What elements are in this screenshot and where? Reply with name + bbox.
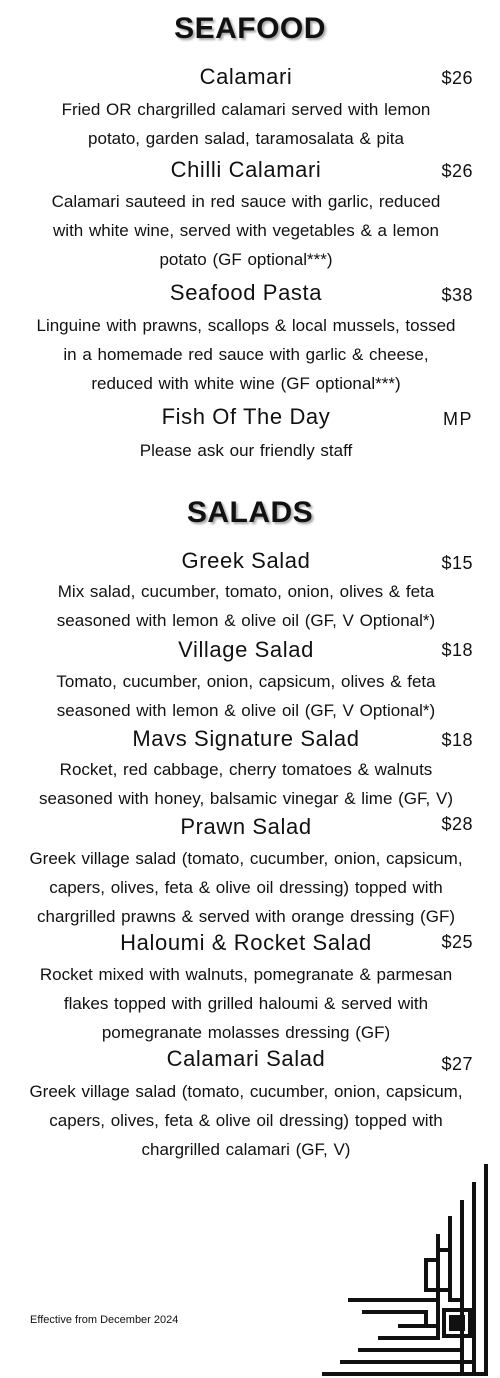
salads-heading: SALADS: [186, 496, 314, 529]
item-price: $18: [441, 730, 473, 750]
seafood-heading: SEAFOOD: [174, 12, 326, 45]
item-price: $27: [441, 1054, 473, 1074]
item-name: Haloumi & Rocket Salad: [120, 930, 372, 955]
effective-date-note: Effective from December 2024: [30, 1314, 179, 1326]
item-price: $26: [441, 68, 473, 88]
item-description: Greek village salad (tomato, cucumber, onion, capsicum, capers, olives, feta & olive oil dressing) topped with chargrilled prawns & served with orange dressing (GF): [29, 849, 463, 926]
greek-key-corner-icon: [320, 1160, 492, 1378]
item-description: Please ask our friendly staff: [139, 441, 353, 460]
item-price: $28: [441, 814, 473, 834]
item-price: $25: [441, 932, 473, 952]
item-price: $26: [441, 161, 473, 181]
item-description: Mix salad, cucumber, tomato, onion, olives & feta seasoned with lemon & olive oil (GF, V Optional*): [56, 582, 436, 630]
item-name: Prawn Salad: [180, 814, 312, 839]
item-description: Linguine with prawns, scallops & local mussels, tossed in a homemade red sauce with garlic & cheese, reduced with white wine (GF optional***): [36, 316, 456, 393]
item-description: Calamari sauteed in red sauce with garlic, reduced with white wine, served with vegetables & a lemon potato (GF optional***): [51, 192, 441, 269]
item-name: Chilli Calamari: [170, 157, 322, 182]
item-name: Calamari Salad: [166, 1046, 326, 1071]
item-description: Greek village salad (tomato, cucumber, onion, capsicum, capers, olives, feta & olive oil dressing) topped with chargrilled calamari (GF, V): [29, 1082, 463, 1159]
item-name: Calamari: [199, 64, 293, 89]
item-description: Tomato, cucumber, onion, capsicum, olives & feta seasoned with lemon & olive oil (GF, V Optional*): [56, 672, 436, 720]
item-price: MP: [443, 409, 473, 429]
item-name: Mavs Signature Salad: [132, 726, 360, 751]
item-description: Rocket, red cabbage, cherry tomatoes & walnuts seasoned with honey, balsamic vinegar & lime (GF, V): [39, 760, 453, 808]
item-description: Fried OR chargrilled calamari served with lemon potato, garden salad, taramosalata & pita: [61, 100, 431, 148]
item-name: Seafood Pasta: [169, 280, 323, 305]
item-price: $15: [441, 553, 473, 573]
item-name: Greek Salad: [181, 548, 311, 573]
item-name: Fish Of The Day: [161, 404, 331, 429]
item-price: $18: [441, 640, 473, 660]
item-price: $38: [441, 285, 473, 305]
item-description: Rocket mixed with walnuts, pomegranate & parmesan flakes topped with grilled haloumi & served with pomegranate molasses dressing (GF): [39, 965, 453, 1042]
item-name: Village Salad: [178, 637, 314, 662]
